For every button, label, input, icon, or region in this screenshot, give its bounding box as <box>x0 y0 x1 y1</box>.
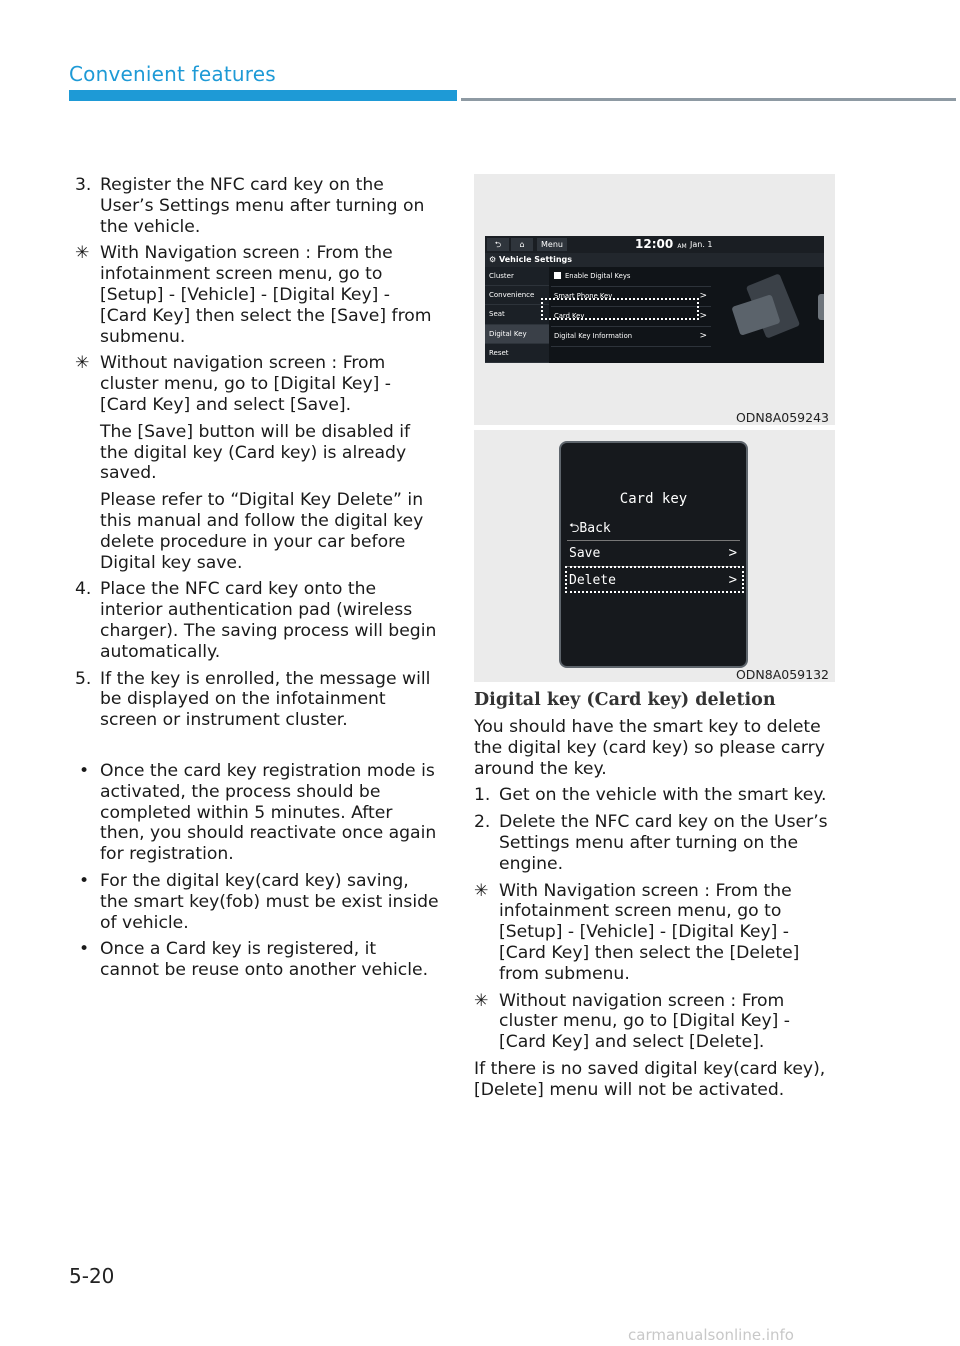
asterisk-icon: ✳ <box>75 353 90 374</box>
step-text: Register the NFC card key on the User’s Settings menu after turning on the vehicle. <box>100 175 425 237</box>
card-key-illustration <box>725 276 815 356</box>
asterisk-icon: ✳ <box>474 990 489 1011</box>
note-navigation <box>474 881 834 985</box>
step-number: 5. <box>75 668 92 689</box>
menu-item-reset: Reset <box>485 344 549 363</box>
note-no-navigation <box>474 991 834 1053</box>
menu-item-digital-key: Digital Key <box>485 325 549 344</box>
figure-cluster-screen <box>474 430 835 682</box>
cluster-title: Card key <box>619 491 688 507</box>
step-number: 3. <box>75 175 92 195</box>
step-text: If the key is enrolled, the message will be displayed on the infotainment screen or instrument cluster. <box>100 668 431 731</box>
watermark-footer: carmanualsonline.info <box>628 1326 794 1344</box>
bullet-item <box>75 761 439 865</box>
bullet-text: Once the card key registration mode is activated, the process should be completed within 5 minutes. After then, you should reactivate once again for registration. <box>100 760 437 865</box>
chevron-right-icon: > <box>699 291 707 301</box>
chevron-right-icon: > <box>699 311 707 321</box>
gear-icon: ⚙ <box>489 255 499 264</box>
settings-title-bar: ⚙ Vehicle Settings <box>485 253 824 267</box>
note-navigation <box>75 243 439 347</box>
right-column <box>474 717 834 1107</box>
bullet-icon: • <box>79 760 90 781</box>
header-rule <box>461 98 956 101</box>
figure-code: ODN8A059243 <box>735 410 829 425</box>
chapter-title: Convenient features <box>69 62 276 86</box>
note-text: With Navigation screen : From the infotainment screen menu, go to [Setup] - [Vehicle] - [Digital Key] - [Card Key] then select the [Save] from submenu. <box>100 243 432 347</box>
back-item: ⮌Back <box>569 521 611 536</box>
row-smart-phone-key: Smart Phone Key > <box>551 287 711 307</box>
figure-infotainment-screen <box>474 174 835 425</box>
header-rule-accent <box>69 90 457 101</box>
page-number: 5-20 <box>69 1264 115 1288</box>
highlight-delete <box>565 566 744 593</box>
note-text: Without navigation screen : From cluster menu, go to [Digital Key] - [Card Key] and select [Delete]. <box>499 990 790 1053</box>
step-text: Delete the NFC card key on the User’s Settings menu after turning on the engine. <box>499 812 828 874</box>
menu-item-save: Save > <box>569 545 737 561</box>
checkbox-icon <box>554 272 561 279</box>
outro-paragraph: If there is no saved digital key(card key), [Delete] menu will not be activated. <box>474 1058 826 1100</box>
step-2 <box>474 812 834 874</box>
asterisk-icon: ✳ <box>75 243 90 264</box>
menu-button: Menu <box>537 238 567 251</box>
bullet-text: Once a Card key is registered, it cannot be reuse onto another vehicle. <box>100 939 429 981</box>
step-number: 1. <box>474 785 491 806</box>
row-digital-key-information: Digital Key Information > <box>551 327 711 347</box>
delete-reference-note: Please refer to “Digital Key Delete” in this manual and follow the digital key delete procedure in your car before Digital key save. <box>100 490 424 573</box>
row-enable-digital-keys: Enable Digital Keys <box>551 267 711 287</box>
clock: 12:00 AM <box>635 237 687 251</box>
highlight-card-key <box>541 298 699 320</box>
menu-item-delete: Delete > <box>569 572 737 588</box>
left-column <box>75 175 439 987</box>
step-number: 2. <box>474 812 491 833</box>
divider <box>567 540 740 541</box>
home-icon: ⌂ <box>511 238 533 251</box>
date: Jan. 1 <box>690 240 713 249</box>
side-handle <box>818 294 824 320</box>
save-disabled-note: The [Save] button will be disabled if the digital key (Card key) is already saved. <box>100 421 411 484</box>
back-icon: ⮌ <box>487 238 509 251</box>
step-4 <box>75 579 439 662</box>
note-text: With Navigation screen : From the infotainment screen menu, go to [Setup] - [Vehicle] - [Digital Key] - [Card Key] then select the [Delete] from submenu. <box>499 880 800 984</box>
bullet-icon: • <box>79 939 90 960</box>
step-5 <box>75 669 439 731</box>
row-card-key: Card Key > <box>551 307 711 327</box>
back-icon: ⮌ <box>569 521 580 536</box>
intro-paragraph: You should have the smart key to delete the digital key (card key) so please carry around the key. <box>474 717 825 779</box>
step-text: Get on the vehicle with the smart key. <box>499 785 827 806</box>
settings-side-menu <box>485 267 549 363</box>
menu-item-convenience: Convenience <box>485 286 549 305</box>
figure-code: ODN8A059132 <box>735 667 829 682</box>
menu-item-cluster: Cluster <box>485 267 549 286</box>
bullet-icon: • <box>79 870 90 891</box>
bullet-item <box>75 871 439 933</box>
bullet-text: For the digital key(card key) saving, the smart key(fob) must be exist inside of vehicle. <box>100 870 439 933</box>
chevron-right-icon: > <box>699 331 707 341</box>
step-3 <box>75 175 439 237</box>
section-title: Digital key (Card key) deletion <box>474 690 776 710</box>
step-number: 4. <box>75 579 92 600</box>
chevron-right-icon: > <box>728 572 737 588</box>
menu-item-seat: Seat <box>485 305 549 324</box>
step-text: Place the NFC card key onto the interior authentication pad (wireless charger). The saving process will begin automatically. <box>100 579 437 662</box>
note-text: Without navigation screen : From cluster menu, go to [Digital Key] - [Card Key] and select [Save]. <box>100 353 391 415</box>
chevron-right-icon: > <box>728 545 737 561</box>
asterisk-icon: ✳ <box>474 880 489 901</box>
note-no-navigation <box>75 353 439 415</box>
step-1 <box>474 785 834 806</box>
cluster-screen <box>559 441 748 668</box>
bullet-item <box>75 939 439 981</box>
